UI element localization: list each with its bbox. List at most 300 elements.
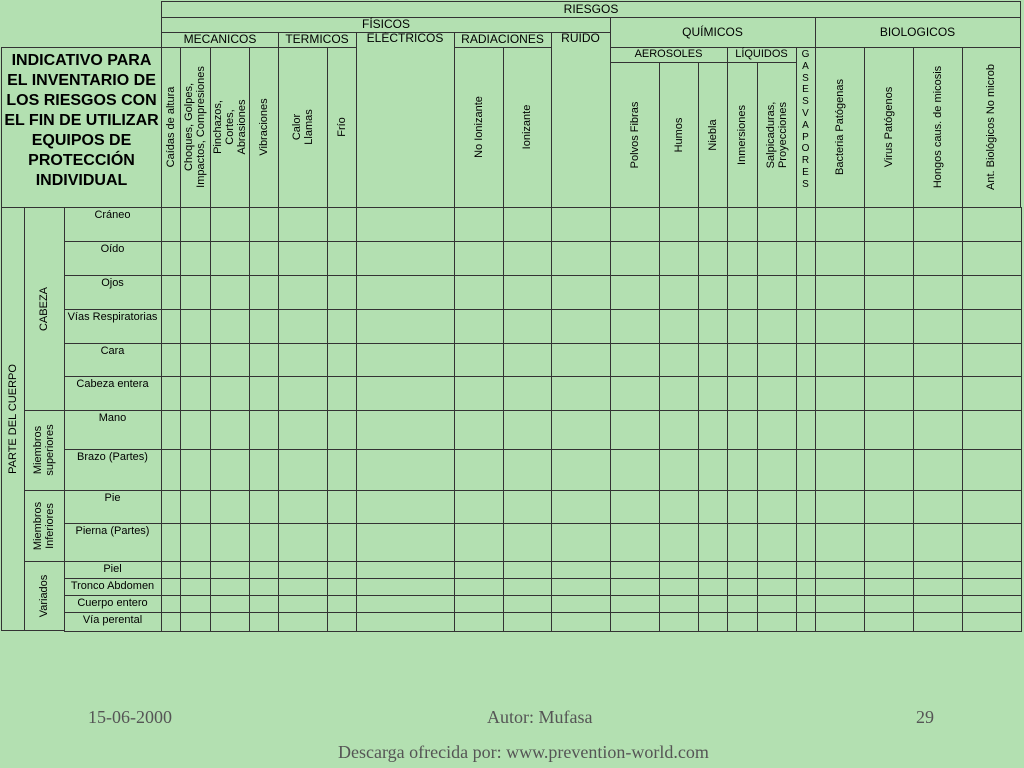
table-cell <box>180 343 211 377</box>
body-row-label: Cuerpo entero <box>64 595 162 613</box>
table-cell <box>913 449 963 491</box>
table-cell <box>327 490 357 524</box>
col-calor-label-1: Calor <box>290 113 303 141</box>
col-ant-bio <box>962 47 1021 208</box>
table-cell <box>698 612 728 632</box>
group-miembros-sup-1: Miembros <box>32 425 44 475</box>
gases-vapores-letter: A <box>802 60 809 72</box>
col-caidas-label: Caídas de altura <box>164 86 177 168</box>
table-cell <box>278 207 328 242</box>
col-hongos-label: Hongos caus. de micosis <box>931 65 944 189</box>
table-cell <box>503 410 552 450</box>
table-cell <box>503 241 552 276</box>
table-cell <box>796 410 816 450</box>
table-cell <box>796 561 816 579</box>
table-cell <box>161 449 181 491</box>
table-cell <box>454 595 504 613</box>
table-cell <box>161 595 181 613</box>
table-cell <box>454 523 504 562</box>
table-cell <box>454 207 504 242</box>
table-cell <box>796 612 816 632</box>
table-cell <box>796 595 816 613</box>
table-cell <box>659 343 699 377</box>
table-cell <box>551 578 611 596</box>
table-cell <box>659 578 699 596</box>
col-pinchazos-label-1: Pinchazos, <box>211 100 224 154</box>
table-cell <box>180 376 211 411</box>
col-calor-label-2: Llamas <box>302 109 315 145</box>
table-cell <box>757 241 797 276</box>
col-pinchazos <box>210 47 250 208</box>
table-cell <box>356 241 455 276</box>
table-cell <box>551 343 611 377</box>
col-salpicaduras-label-1: Salpicaduras, <box>764 101 777 168</box>
table-cell <box>161 612 181 632</box>
table-cell <box>962 561 1022 579</box>
col-humos <box>659 62 699 208</box>
table-cell <box>698 449 728 491</box>
table-cell <box>551 410 611 450</box>
table-cell <box>249 376 279 411</box>
table-cell <box>815 343 865 377</box>
table-cell <box>864 578 914 596</box>
table-cell <box>864 309 914 344</box>
table-cell <box>278 241 328 276</box>
table-cell <box>727 343 758 377</box>
table-cell <box>698 207 728 242</box>
body-row-label: Ojos <box>64 275 162 310</box>
table-cell <box>610 343 660 377</box>
table-cell <box>962 612 1022 632</box>
table-cell <box>454 561 504 579</box>
body-row-label: Cráneo <box>64 207 162 242</box>
table-cell <box>796 207 816 242</box>
table-cell <box>727 561 758 579</box>
table-cell <box>210 309 250 344</box>
table-cell <box>278 561 328 579</box>
table-cell <box>727 241 758 276</box>
table-cell <box>610 376 660 411</box>
radiaciones-header: RADIACIONES <box>454 32 552 48</box>
table-cell <box>278 490 328 524</box>
table-cell <box>503 561 552 579</box>
table-cell <box>249 241 279 276</box>
gases-vapores-letter: G <box>801 49 810 60</box>
table-cell <box>210 207 250 242</box>
table-cell <box>659 207 699 242</box>
table-cell <box>757 595 797 613</box>
table-cell <box>327 449 357 491</box>
table-cell <box>249 490 279 524</box>
table-cell <box>659 612 699 632</box>
table-cell <box>962 241 1022 276</box>
table-cell <box>356 595 455 613</box>
group-miembros-sup-2: superiores <box>44 424 56 476</box>
group-miembros-superiores <box>24 410 65 491</box>
table-cell <box>913 410 963 450</box>
col-bacteria-label: Bacteria Patógenas <box>833 78 846 176</box>
table-cell <box>610 275 660 310</box>
table-cell <box>249 612 279 632</box>
body-row-label: Oído <box>64 241 162 276</box>
group-miembros-inf-1: Miembros <box>32 501 44 550</box>
table-cell <box>356 410 455 450</box>
table-cell <box>327 343 357 377</box>
table-cell <box>698 241 728 276</box>
table-cell <box>278 523 328 562</box>
table-cell <box>210 612 250 632</box>
table-cell <box>698 343 728 377</box>
table-cell <box>962 578 1022 596</box>
table-cell <box>327 207 357 242</box>
table-cell <box>210 410 250 450</box>
table-cell <box>757 207 797 242</box>
table-cell <box>864 376 914 411</box>
table-cell <box>210 241 250 276</box>
table-cell <box>278 275 328 310</box>
col-polvos-label: Polvos Fibras <box>628 101 641 168</box>
col-ionizante <box>503 47 552 208</box>
termicos-header: TERMICOS <box>278 32 357 48</box>
table-cell <box>551 449 611 491</box>
col-ionizante-label: Ionizante <box>521 104 533 150</box>
table-cell <box>503 612 552 632</box>
table-cell <box>815 523 865 562</box>
table-cell <box>161 490 181 524</box>
table-cell <box>161 343 181 377</box>
table-cell <box>161 561 181 579</box>
table-cell <box>503 523 552 562</box>
table-cell <box>161 578 181 596</box>
table-cell <box>161 309 181 344</box>
gases-vapores-letter: A <box>802 119 809 131</box>
table-cell <box>327 241 357 276</box>
body-row-label: Mano <box>64 410 162 450</box>
table-cell <box>698 561 728 579</box>
table-cell <box>796 241 816 276</box>
table-cell <box>503 376 552 411</box>
table-cell <box>454 275 504 310</box>
table-cell <box>864 275 914 310</box>
table-cell <box>503 449 552 491</box>
table-cell <box>727 578 758 596</box>
table-cell <box>180 523 211 562</box>
group-cabeza: CABEZA <box>24 207 65 411</box>
table-cell <box>249 523 279 562</box>
col-pinchazos-label-2: Cortes, <box>223 109 236 145</box>
table-cell <box>327 561 357 579</box>
table-cell <box>610 523 660 562</box>
col-virus <box>864 47 914 208</box>
table-cell <box>913 207 963 242</box>
table-cell <box>913 561 963 579</box>
body-row-label: Vía perental <box>64 612 162 632</box>
table-cell <box>698 523 728 562</box>
table-cell <box>815 410 865 450</box>
table-cell <box>180 449 211 491</box>
table-cell <box>180 241 211 276</box>
table-cell <box>610 490 660 524</box>
table-cell <box>727 523 758 562</box>
biologicos-header: BIOLOGICOS <box>815 17 1021 48</box>
table-cell <box>864 207 914 242</box>
indicativo-header: INDICATIVO PARA EL INVENTARIO DE LOS RIESGOS CON EL FIN DE UTILIZAR EQUIPOS DE PROTECCIÓN INDIVIDUAL <box>1 47 162 208</box>
gases-vapores-letter: S <box>802 178 809 190</box>
table-cell <box>757 376 797 411</box>
table-cell <box>454 309 504 344</box>
aerosoles-header: AEROSOLES <box>610 47 728 63</box>
col-calor <box>278 47 328 208</box>
table-cell <box>249 561 279 579</box>
parte-del-cuerpo-label: PARTE DEL CUERPO <box>1 207 25 631</box>
table-cell <box>327 612 357 632</box>
table-cell <box>161 410 181 450</box>
col-salpicaduras-label-2: Proyecciones <box>776 101 789 168</box>
table-cell <box>659 523 699 562</box>
table-cell <box>610 449 660 491</box>
group-miembros-inf-2: Inferiores <box>44 502 56 549</box>
table-cell <box>610 578 660 596</box>
table-cell <box>278 595 328 613</box>
table-cell <box>913 309 963 344</box>
table-cell <box>727 449 758 491</box>
table-cell <box>503 207 552 242</box>
table-cell <box>210 449 250 491</box>
col-choques-label-1: Choques, Golpes, <box>183 82 195 172</box>
table-cell <box>551 595 611 613</box>
table-cell <box>278 449 328 491</box>
table-cell <box>356 523 455 562</box>
table-cell <box>757 523 797 562</box>
table-cell <box>727 376 758 411</box>
gases-vapores-letter: E <box>802 166 809 178</box>
table-cell <box>757 343 797 377</box>
table-cell <box>454 578 504 596</box>
table-cell <box>913 241 963 276</box>
table-cell <box>698 595 728 613</box>
table-cell <box>727 309 758 344</box>
table-cell <box>210 376 250 411</box>
table-cell <box>913 343 963 377</box>
table-cell <box>356 578 455 596</box>
table-cell <box>610 595 660 613</box>
table-cell <box>327 523 357 562</box>
table-cell <box>454 343 504 377</box>
table-cell <box>551 376 611 411</box>
electricos-header: ELÉCTRICOS <box>356 32 455 208</box>
table-cell <box>796 309 816 344</box>
col-frio-label: Frío <box>335 117 348 137</box>
table-cell <box>962 490 1022 524</box>
table-cell <box>727 595 758 613</box>
table-cell <box>503 275 552 310</box>
gases-vapores-letter: R <box>801 155 810 167</box>
table-cell <box>864 449 914 491</box>
table-cell <box>278 376 328 411</box>
col-inmersiones-label: Inmersiones <box>736 104 748 165</box>
table-cell <box>210 523 250 562</box>
group-variados: Variados <box>24 561 65 631</box>
table-cell <box>864 343 914 377</box>
table-cell <box>864 595 914 613</box>
riesgos-header: RIESGOS <box>161 1 1021 18</box>
table-cell <box>757 578 797 596</box>
table-cell <box>454 376 504 411</box>
col-inmersiones <box>727 62 758 208</box>
table-cell <box>913 275 963 310</box>
table-cell <box>727 410 758 450</box>
table-cell <box>659 309 699 344</box>
table-cell <box>913 523 963 562</box>
table-cell <box>249 410 279 450</box>
table-cell <box>356 376 455 411</box>
body-row-label: Vías Respiratorias <box>64 309 162 344</box>
table-cell <box>180 578 211 596</box>
table-cell <box>180 561 211 579</box>
gases-vapores-letter: P <box>802 131 809 143</box>
table-cell <box>210 343 250 377</box>
body-row-label: Tronco Abdomen <box>64 578 162 596</box>
body-row-label: Cara <box>64 343 162 377</box>
table-cell <box>356 490 455 524</box>
table-cell <box>659 376 699 411</box>
table-cell <box>757 612 797 632</box>
table-cell <box>161 207 181 242</box>
table-cell <box>659 275 699 310</box>
table-cell <box>727 275 758 310</box>
table-cell <box>180 612 211 632</box>
table-cell <box>659 449 699 491</box>
body-row-label: Piel <box>64 561 162 579</box>
table-cell <box>356 612 455 632</box>
table-cell <box>913 376 963 411</box>
table-cell <box>962 595 1022 613</box>
table-cell <box>249 275 279 310</box>
col-ant-bio-label: Ant. Biológicos No microb <box>985 64 997 190</box>
table-cell <box>962 449 1022 491</box>
table-cell <box>864 612 914 632</box>
col-vibraciones-label: Vibraciones <box>257 98 270 156</box>
table-cell <box>913 612 963 632</box>
quimicos-header: QUÍMICOS <box>610 17 816 48</box>
table-cell <box>210 595 250 613</box>
table-cell <box>815 309 865 344</box>
table-cell <box>815 578 865 596</box>
table-cell <box>796 490 816 524</box>
table-cell <box>180 275 211 310</box>
table-cell <box>551 207 611 242</box>
table-cell <box>249 309 279 344</box>
table-cell <box>610 612 660 632</box>
table-cell <box>278 612 328 632</box>
table-cell <box>327 595 357 613</box>
table-cell <box>210 578 250 596</box>
table-cell <box>161 241 181 276</box>
table-cell <box>864 490 914 524</box>
table-cell <box>551 275 611 310</box>
table-cell <box>503 309 552 344</box>
table-cell <box>815 449 865 491</box>
table-cell <box>815 490 865 524</box>
col-salpicaduras <box>757 62 797 208</box>
table-cell <box>503 578 552 596</box>
gases-vapores-header <box>796 47 816 208</box>
table-cell <box>249 343 279 377</box>
table-cell <box>327 578 357 596</box>
table-cell <box>962 376 1022 411</box>
table-cell <box>815 207 865 242</box>
table-cell <box>727 490 758 524</box>
mecanicos-header: MECANICOS <box>161 32 279 48</box>
table-cell <box>503 343 552 377</box>
table-cell <box>962 523 1022 562</box>
body-row-label: Cabeza entera <box>64 376 162 411</box>
table-cell <box>180 309 211 344</box>
table-cell <box>503 595 552 613</box>
table-cell <box>962 309 1022 344</box>
ruido-header: RUIDO <box>551 32 611 208</box>
table-cell <box>610 241 660 276</box>
table-cell <box>698 376 728 411</box>
table-cell <box>551 523 611 562</box>
table-cell <box>180 410 211 450</box>
col-caidas <box>161 47 181 208</box>
table-cell <box>356 343 455 377</box>
table-cell <box>278 309 328 344</box>
table-cell <box>815 595 865 613</box>
table-cell <box>864 410 914 450</box>
table-cell <box>327 275 357 310</box>
table-cell <box>551 561 611 579</box>
table-cell <box>962 275 1022 310</box>
table-cell <box>659 241 699 276</box>
table-cell <box>610 207 660 242</box>
table-cell <box>278 578 328 596</box>
table-cell <box>727 612 758 632</box>
col-frio <box>327 47 357 208</box>
table-cell <box>659 490 699 524</box>
table-cell <box>161 523 181 562</box>
col-choques <box>180 47 211 208</box>
table-cell <box>551 309 611 344</box>
table-cell <box>356 275 455 310</box>
table-cell <box>278 343 328 377</box>
table-cell <box>180 207 211 242</box>
table-cell <box>249 449 279 491</box>
table-cell <box>503 490 552 524</box>
table-cell <box>913 490 963 524</box>
table-cell <box>454 410 504 450</box>
table-cell <box>210 275 250 310</box>
table-cell <box>210 561 250 579</box>
gases-vapores-letter: V <box>802 107 809 119</box>
table-cell <box>815 612 865 632</box>
table-cell <box>610 410 660 450</box>
table-cell <box>796 449 816 491</box>
table-cell <box>659 595 699 613</box>
col-polvos <box>610 62 660 208</box>
table-cell <box>454 241 504 276</box>
footer-author: Autor: Mufasa <box>487 707 593 727</box>
table-cell <box>454 449 504 491</box>
table-cell <box>698 578 728 596</box>
table-cell <box>610 561 660 579</box>
table-cell <box>698 309 728 344</box>
table-cell <box>796 523 816 562</box>
table-cell <box>551 612 611 632</box>
table-cell <box>180 490 211 524</box>
table-cell <box>757 309 797 344</box>
